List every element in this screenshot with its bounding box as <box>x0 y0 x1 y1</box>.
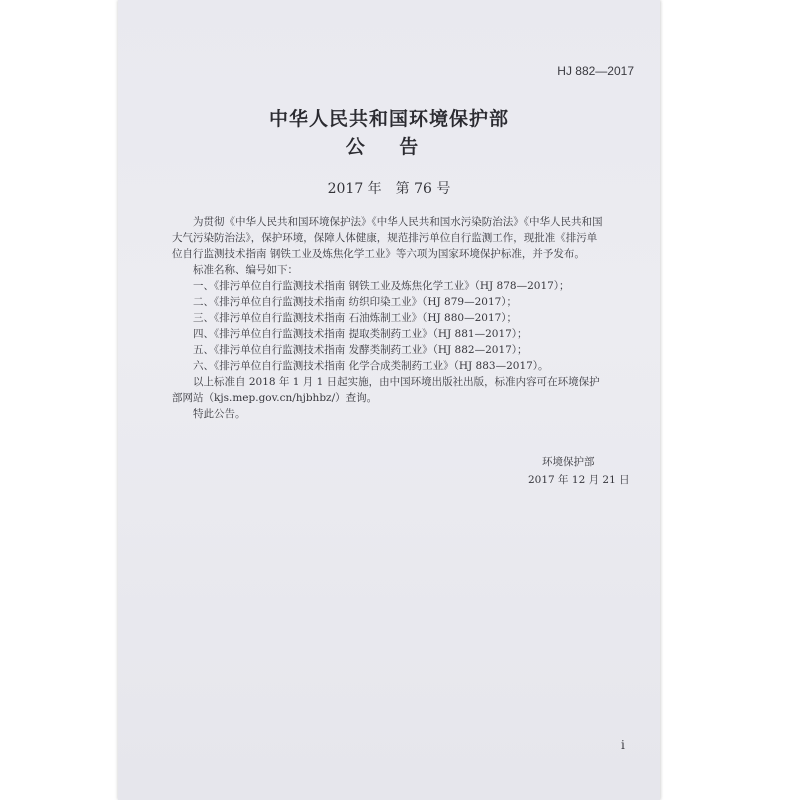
closing-paragraph: 特此公告。 <box>193 408 246 420</box>
list-item: 四、《排污单位自行监测技术指南 提取类制药工业》（HJ 881—2017）； <box>193 328 528 340</box>
standard-number: HJ 882—2017 <box>557 64 634 78</box>
standards-list <box>172 278 604 374</box>
announcement-number: 2017 年 第 76 号 <box>327 181 451 197</box>
signature-organization: 环境保护部 <box>542 456 595 468</box>
list-item: 一、《排污单位自行监测技术指南 钢铁工业及炼焦化学工业》（HJ 878—2017）； <box>193 280 570 292</box>
announcement-body <box>172 214 604 422</box>
list-item: 二、《排污单位自行监测技术指南 纺织印染工业》（HJ 879—2017）； <box>193 296 518 308</box>
effective-paragraph: 以上标准自 2018 年 1 月 1 日起实施，由中国环境出版社出版，标准内容可在环境保护部网站（kjs.mep.gov.cn/hjbhbz/）查询。 <box>172 376 600 404</box>
signature-block <box>528 453 630 489</box>
intro-paragraph: 为贯彻《中华人民共和国环境保护法》《中华人民共和国水污染防治法》《中华人民共和国大气污染防治法》，保护环境，保障人体健康，规范排污单位自行监测工作，现批准《排污单位自行监测技术指南 钢铁工业及炼焦化学工业》等六项为国家环境保护标准，并予发布。 <box>172 216 603 260</box>
page-number: i <box>621 738 625 752</box>
list-item: 五、《排污单位自行监测技术指南 发酵类制药工业》（HJ 882—2017）； <box>193 344 528 356</box>
document-page <box>118 0 660 800</box>
signature-date: 2017 年 12 月 21 日 <box>528 474 630 486</box>
page-subtitle: 公 告 <box>345 136 433 158</box>
list-heading: 标准名称、编号如下： <box>193 264 298 276</box>
page-title: 中华人民共和国环境保护部 <box>268 108 509 130</box>
list-item: 六、《排污单位自行监测技术指南 化学合成类制药工业》（HJ 883—2017）。 <box>193 360 549 372</box>
list-item: 三、《排污单位自行监测技术指南 石油炼制工业》（HJ 880—2017）； <box>193 312 518 324</box>
